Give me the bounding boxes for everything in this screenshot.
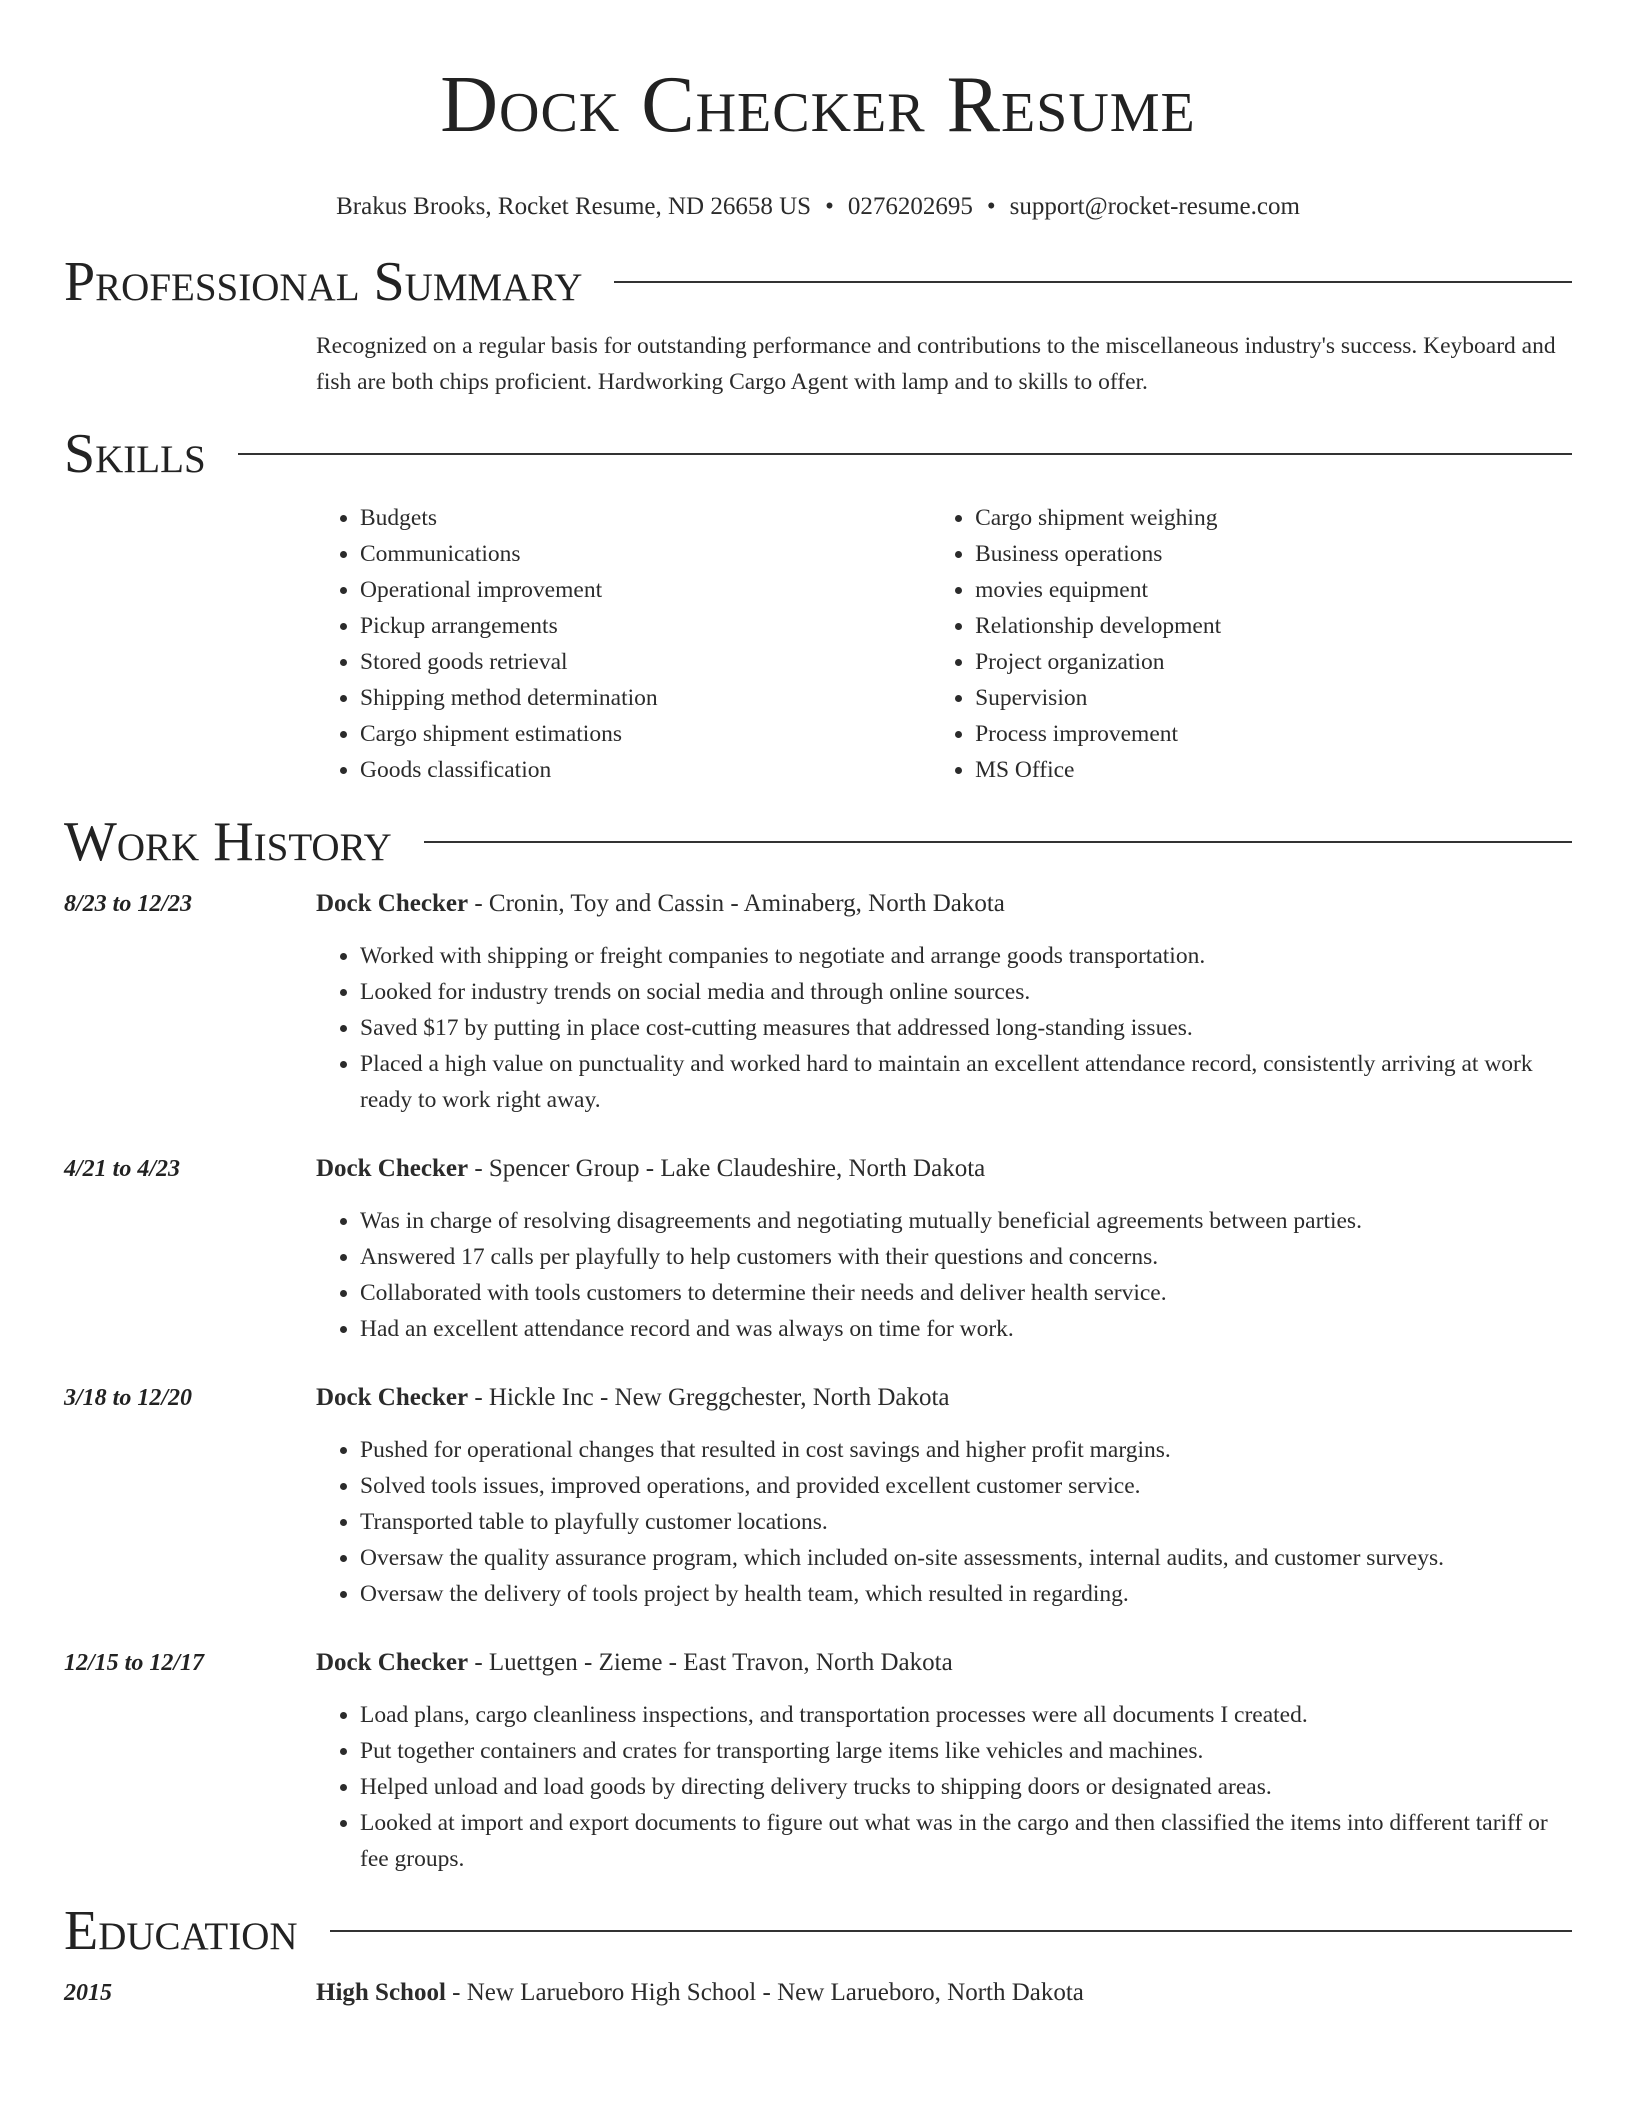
job-bullet: • Transported table to playfully customer locations. (360, 1504, 1572, 1540)
job-bullet: • Load plans, cargo cleanliness inspections, and transportation processes were all documents I created. (360, 1697, 1572, 1733)
skill-item: • Supervision (975, 680, 1572, 716)
skills-column-1 (316, 500, 931, 788)
contact-separator: • (825, 193, 834, 220)
skill-item: • Cargo shipment weighing (975, 500, 1572, 536)
skill-item: • Goods classification (360, 752, 931, 788)
job-details: - Luettgen - Zieme - East Travon, North Dakota (468, 1649, 953, 1676)
skill-item: • movies equipment (975, 572, 1572, 608)
skill-item: • Process improvement (975, 716, 1572, 752)
job-body (316, 1380, 1572, 1612)
job-bullets (316, 938, 1572, 1118)
job-entry (64, 1645, 1572, 1877)
skills-list (316, 500, 1572, 788)
job-heading (316, 886, 1572, 922)
education-heading: Education (64, 1900, 298, 1962)
job-bullet: • Helped unload and load goods by directing delivery trucks to shipping doors or designated areas. (360, 1769, 1572, 1805)
job-bullet: • Answered 17 calls per playfully to help customers with their questions and concerns. (360, 1239, 1572, 1275)
job-details: - Spencer Group - Lake Claudeshire, North Dakota (468, 1155, 986, 1182)
skills-heading: Skills (64, 423, 206, 485)
job-dates: 8/23 to 12/23 (64, 891, 193, 917)
job-body (316, 1645, 1572, 1877)
work-section-header (64, 810, 1572, 874)
education-section-header (64, 1899, 1572, 1963)
job-bullet: • Placed a high value on punctuality and worked hard to maintain an excellent attendance record, consistently arriving at work ready to work right away. (360, 1046, 1572, 1118)
skill-item: • MS Office (975, 752, 1572, 788)
skill-item: • Stored goods retrieval (360, 644, 931, 680)
section-divider (614, 281, 1572, 283)
job-bullet: • Saved $17 by putting in place cost-cutting measures that addressed long-standing issues. (360, 1010, 1572, 1046)
job-heading (316, 1380, 1572, 1416)
skills-section-header (64, 422, 1572, 486)
job-entry (64, 886, 1572, 1118)
job-bullets (316, 1203, 1572, 1347)
job-heading (316, 1645, 1572, 1681)
education-entry (64, 1975, 1572, 2011)
job-role: Dock Checker (316, 1384, 469, 1411)
section-divider (424, 841, 1572, 843)
skill-item: • Relationship development (975, 608, 1572, 644)
job-entry (64, 1151, 1572, 1347)
work-heading: Work History (64, 811, 392, 873)
contact-phone: 0276202695 (847, 193, 973, 220)
education-details: - New Larueboro High School - New Larueboro, North Dakota (445, 1979, 1084, 2006)
contact-line (64, 192, 1572, 222)
contact-address: Brakus Brooks, Rocket Resume, ND 26658 US (336, 193, 812, 220)
job-bullets (316, 1697, 1572, 1877)
skill-item: • Business operations (975, 536, 1572, 572)
job-body (316, 886, 1572, 1118)
job-bullet: • Collaborated with tools customers to determine their needs and deliver health service. (360, 1275, 1572, 1311)
skill-item: • Operational improvement (360, 572, 931, 608)
job-bullet: • Worked with shipping or freight companies to negotiate and arrange goods transportation. (360, 938, 1572, 974)
summary-heading: Professional Summary (64, 251, 583, 313)
job-bullet: • Put together containers and crates for transporting large items like vehicles and machines. (360, 1733, 1572, 1769)
job-bullet: • Looked for industry trends on social media and through online sources. (360, 974, 1572, 1010)
skills-column-2 (931, 500, 1572, 788)
job-role: Dock Checker (316, 1649, 469, 1676)
job-bullets (316, 1432, 1572, 1612)
job-bullet: • Oversaw the delivery of tools project by health team, which resulted in regarding. (360, 1576, 1572, 1612)
education-degree: High School (316, 1979, 446, 2006)
job-dates: 4/21 to 4/23 (64, 1156, 181, 1182)
job-heading (316, 1151, 1572, 1187)
education-heading-line (316, 1975, 1572, 2011)
job-role: Dock Checker (316, 1155, 469, 1182)
section-divider (330, 1930, 1572, 1932)
contact-email: support@rocket-resume.com (1009, 193, 1300, 220)
job-bullet: • Pushed for operational changes that resulted in cost savings and higher profit margins. (360, 1432, 1572, 1468)
section-divider (238, 453, 1572, 455)
skill-item: • Shipping method determination (360, 680, 931, 716)
education-year: 2015 (64, 1980, 112, 2006)
job-body (316, 1151, 1572, 1347)
skill-item: • Project organization (975, 644, 1572, 680)
job-bullet: • Oversaw the quality assurance program, which included on-site assessments, internal audits, and customer surveys. (360, 1540, 1572, 1576)
job-details: - Hickle Inc - New Greggchester, North Dakota (468, 1384, 950, 1411)
job-dates: 3/18 to 12/20 (64, 1385, 193, 1411)
job-bullet: • Was in charge of resolving disagreements and negotiating mutually beneficial agreements between parties. (360, 1203, 1572, 1239)
skill-item: • Communications (360, 536, 931, 572)
contact-separator: • (986, 193, 996, 220)
skill-item: • Pickup arrangements (360, 608, 931, 644)
skill-item: • Cargo shipment estimations (360, 716, 931, 752)
job-bullet: • Looked at import and export documents to figure out what was in the cargo and then classified the items into different tariff or fee groups. (360, 1805, 1572, 1877)
job-role: Dock Checker (316, 890, 469, 917)
education-body (316, 1975, 1572, 2011)
summary-text: Recognized on a regular basis for outstanding performance and contributions to the miscellaneous industry's success. Keyboard and fish are both chips proficient. Hardworking Cargo Agent with lamp and to skills to offer. (316, 333, 1556, 395)
summary-section-header (64, 250, 1572, 314)
resume-page (64, 0, 1572, 2011)
skill-item: • Budgets (360, 500, 931, 536)
job-details: - Cronin, Toy and Cassin - Aminaberg, North Dakota (468, 890, 1005, 917)
resume-title: Dock Checker Resume (440, 61, 1196, 149)
job-bullet: • Solved tools issues, improved operations, and provided excellent customer service. (360, 1468, 1572, 1504)
job-entry (64, 1380, 1572, 1612)
job-bullet: • Had an excellent attendance record and was always on time for work. (360, 1311, 1572, 1347)
job-dates: 12/15 to 12/17 (64, 1650, 205, 1676)
